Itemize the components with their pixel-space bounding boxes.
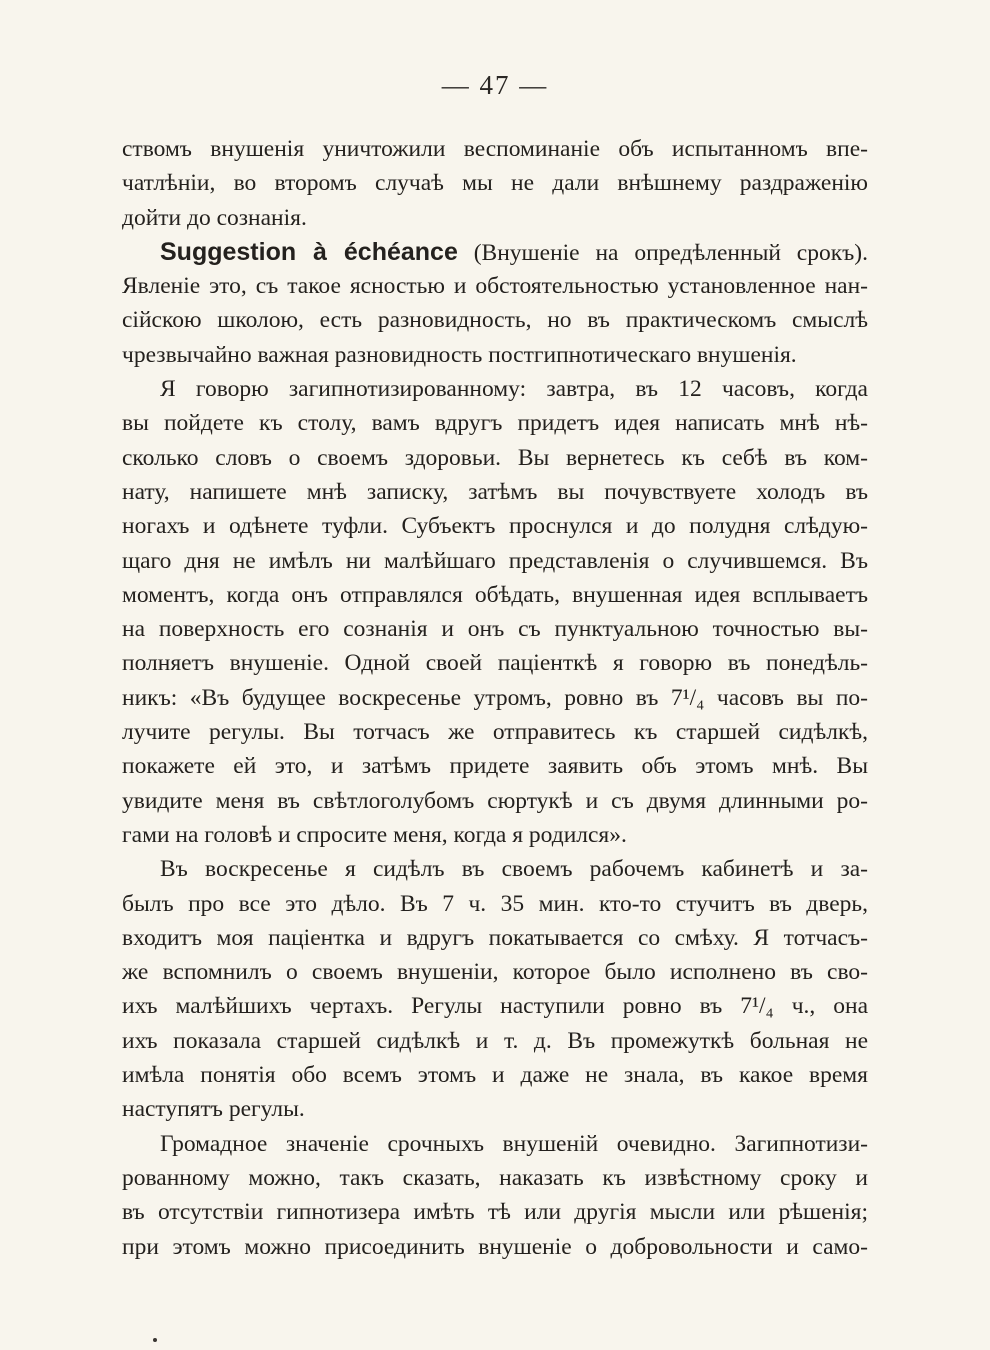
- text-line: [122, 166, 868, 200]
- text-line: [122, 921, 868, 955]
- text-line-content: чатлѣніи, во второмъ случаѣ мы не дали внѣшнему раздраженію: [122, 170, 868, 197]
- text-line: [122, 578, 868, 612]
- text-line: [122, 132, 868, 166]
- text-line: [122, 1127, 868, 1161]
- section-term: Suggestion à échéance: [160, 237, 458, 266]
- text-line: [122, 338, 868, 372]
- text-line-content: же вспомнилъ о своемъ внушеніи, которое было исполнено въ сво-: [122, 959, 868, 986]
- text-line-content: ихъ показала старшей сидѣлкѣ и т. д. Въ промежуткѣ больная не: [122, 1027, 868, 1054]
- text-line: [122, 372, 868, 406]
- text-line-content: нату, напишете мнѣ записку, затѣмъ вы почувствуете холодъ въ: [122, 478, 868, 505]
- text-line-content: ногахъ и одѣнете туфли. Субъектъ проснулся и до полудня слѣдую-: [122, 513, 868, 540]
- text-line: [122, 681, 868, 715]
- text-line-content: вы пойдете къ столу, вамъ вдругъ придетъ идея написать мнѣ нѣ-: [122, 410, 868, 437]
- text-line: [122, 269, 868, 303]
- text-line-content: входитъ моя паціентка и вдругъ покатывается со смѣху. Я тотчасъ-: [122, 924, 868, 951]
- text-line: [122, 646, 868, 680]
- text-line: [122, 1195, 868, 1229]
- text-line: [122, 784, 868, 818]
- text-line-content: Явленіе это, съ такое ясностью и обстоятельностью установленное нан-: [122, 273, 868, 300]
- print-speck: [153, 1338, 157, 1342]
- text-line-content: ствомъ внушенія уничтожили веспоминаніе объ испытанномъ впе-: [122, 136, 868, 162]
- text-line: [122, 955, 868, 989]
- text-line: [122, 818, 868, 852]
- text-line-content: покажете ей это, и затѣмъ придете заявить объ этомъ мнѣ. Вы: [122, 753, 868, 780]
- text-line: [122, 1024, 868, 1058]
- text-line-content: ихъ малѣйшихъ чертахъ. Регулы наступили ровно въ 7¹/₄ ч., она: [122, 993, 868, 1020]
- text-line-content: на поверхность его сознанія и онъ съ пунктуальною точностью вы-: [122, 616, 868, 643]
- text-line-content: увидите меня въ свѣтлоголубомъ сюртукѣ и съ двумя длинными ро-: [122, 787, 868, 814]
- text-line: [122, 989, 868, 1023]
- text-line: [122, 749, 868, 783]
- text-line-content: моментъ, когда онъ отправлялся обѣдать, внушенная идея всплываетъ: [122, 581, 868, 608]
- text-line: [122, 303, 868, 337]
- text-line-content: наступятъ регулы.: [122, 1096, 305, 1123]
- text-line: [122, 201, 868, 235]
- text-line-content: щаго дня не имѣлъ ни малѣйшаго представленія о случившемся. Въ: [122, 547, 868, 574]
- text-line: [122, 544, 868, 578]
- text-line-content: рованному можно, такъ сказать, наказать къ извѣстному сроку и: [122, 1164, 868, 1191]
- text-line-content: Громадное значеніе срочныхъ внушеній очевидно. Загипнотизи-: [160, 1130, 868, 1157]
- text-line-content: Въ воскресенье я сидѣлъ въ своемъ рабочемъ кабинетѣ и за-: [160, 856, 868, 883]
- text-line: [122, 406, 868, 440]
- text-line-content: Я говорю загипнотизированному: завтра, въ 12 часовъ, когда: [160, 376, 868, 403]
- text-line: [122, 1058, 868, 1092]
- text-line-content: въ отсутствіи гипнотизера имѣть тѣ или другія мысли или рѣшенія;: [122, 1199, 868, 1226]
- text-line-content: (Внушеніе на опредѣленный срокъ).: [457, 239, 868, 266]
- text-line: [122, 475, 868, 509]
- text-line: [122, 441, 868, 475]
- text-line-content: былъ про все это дѣло. Въ 7 ч. 35 мин. кто-то стучитъ въ дверь,: [122, 890, 868, 917]
- text-line: [122, 1092, 868, 1126]
- body-text: [122, 132, 868, 1264]
- text-line-content: лучите регулы. Вы тотчасъ же отправитесь къ старшей сидѣлкѣ,: [122, 719, 868, 746]
- text-line: [122, 887, 868, 921]
- text-line-content: дойти до сознанія.: [122, 204, 307, 231]
- text-line-content: никъ: «Въ будущее воскресенье утромъ, ровно въ 7¹/₄ часовъ вы по-: [122, 684, 868, 711]
- text-line: [122, 1230, 868, 1264]
- text-line: [122, 715, 868, 749]
- text-line-content: полняетъ внушеніе. Одной своей паціенткѣ я говорю въ понедѣль-: [122, 650, 868, 677]
- text-line-content: чрезвычайно важная разновидность постгипнотическаго внушенія.: [122, 341, 797, 368]
- text-line: [122, 235, 868, 269]
- page-number: — 47 —: [441, 70, 549, 100]
- text-line: [122, 509, 868, 543]
- text-line-content: гами на головѣ и спросите меня, когда я родился».: [122, 821, 627, 848]
- text-line-content: сійскою школою, есть разновидность, но въ практическомъ смыслѣ: [122, 307, 868, 334]
- text-line: [122, 612, 868, 646]
- text-line-content: сколько словъ о своемъ здоровьи. Вы вернетесь къ себѣ въ ком-: [122, 444, 868, 471]
- text-line: [122, 852, 868, 886]
- text-line: [122, 1161, 868, 1195]
- text-line-content: при этомъ можно присоединить внушеніе о добровольности и само-: [122, 1233, 868, 1260]
- text-line-content: имѣла понятія обо всемъ этомъ и даже не знала, въ какое время: [122, 1062, 868, 1089]
